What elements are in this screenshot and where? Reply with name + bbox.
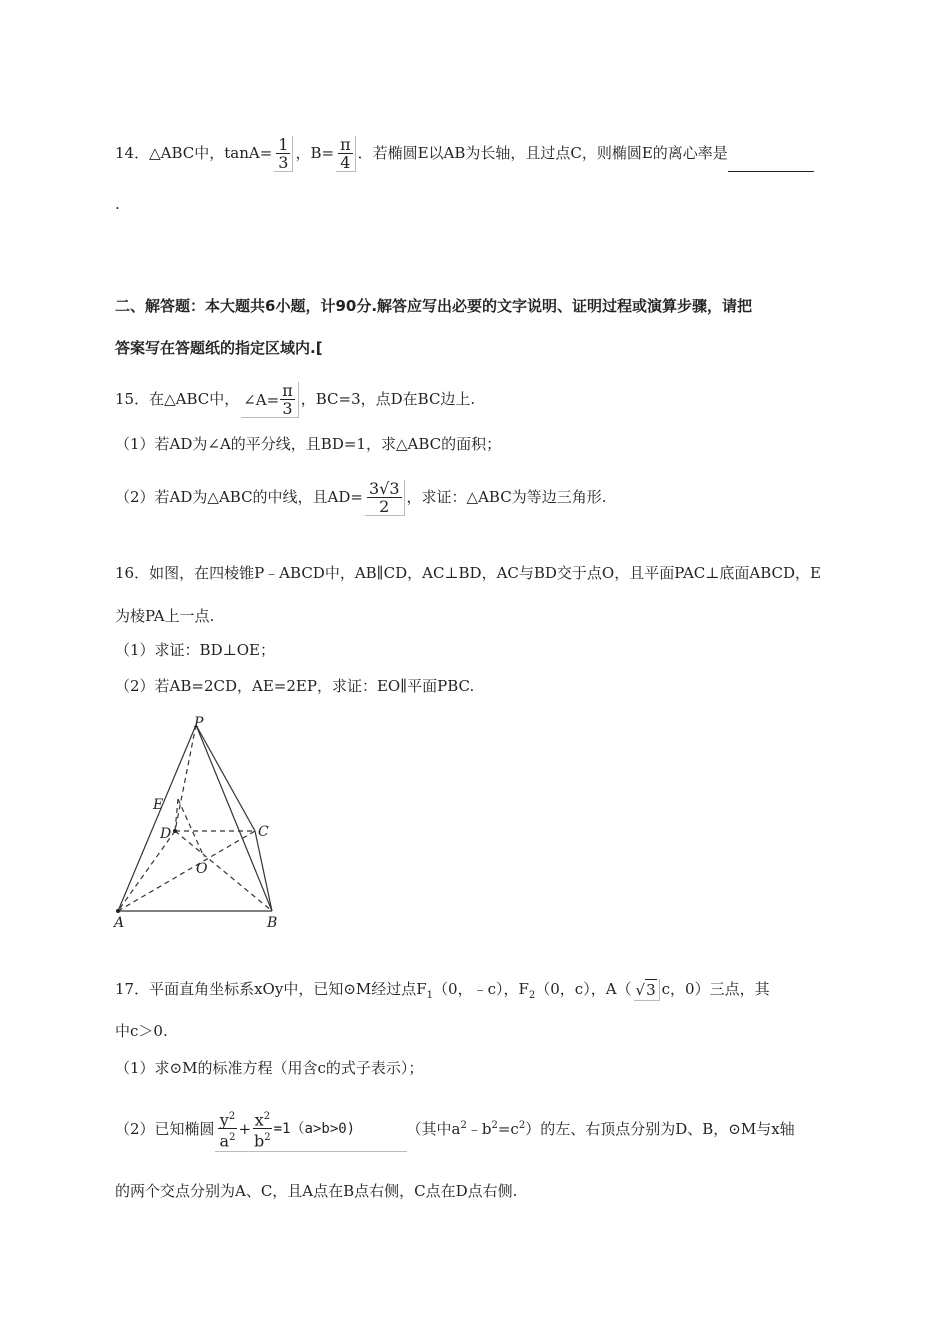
label-d: D [160,826,172,842]
q14-period: . [115,195,120,213]
answer-blank [728,155,814,172]
label-b: B [267,915,278,930]
angle-a-expr: ∠A= $\frac{\pi}{3}$ [241,382,299,418]
q16-part2: （2）若AB=2CD，AE=2EP，求证：EO∥平面PBC. [115,677,475,695]
q14-line: 14．△ABC中，tanA= $\frac{1}{3}$ ，B= $\frac{\pi}{4}$ ．若椭圆E以AB为长轴，且过点C，则椭圆E的离心率是 [115,136,814,172]
q16-part1: （1）求证：BD⊥OE； [115,641,275,659]
q16-line1: 16．如图，在四棱锥P﹣ABCD中，AB∥CD，AC⊥BD，AC与BD交于点O，且平面PAC⊥底面ABCD，E [115,564,821,582]
label-o: O [196,861,208,877]
q15-stem: 15．在△ABC中， ∠A= $\frac{\pi}{3}$ ，BC=3，点D在BC边上. [115,381,476,418]
q14-prefix: 14．△ABC中，tanA= [115,144,273,162]
section2-heading-line2: 答案写在答题纸的指定区域内.[ [115,339,323,357]
tan-fraction: $\frac{1}{3}$ [274,136,293,172]
sqrt3-expr: √ 3 [634,979,660,1001]
section2-heading-line1: 二、解答题：本大题共6小题，计90分.解答应写出必要的文字说明、证明过程或演算步骤，请把 [115,297,753,315]
q15-part1: （1）若AD为∠A的平分线，且BD=1，求△ABC的面积； [115,435,502,453]
label-p: P [194,715,204,731]
q16-line2: 为棱PA上一点. [115,607,215,625]
ad-fraction: $\frac{3√3}{2}$ [365,480,405,516]
ellipse-equation: $\frac{y^2}{a^2}$ + $\frac{x^2}{b^2}$ =1（a>b>0) [215,1108,407,1153]
q17-line1: 17．平面直角坐标系xOy中，已知⊙M经过点$F_1(0$，﹣c），$F_2(0$，c），A（ √ 3 c，0）三点，其 [115,980,770,1001]
q15-part2: （2）若AD为△ABC的中线，且AD= $\frac{3√3}{2}$ ，求证：△ABC为等边三角形. [115,479,607,516]
q17-part1: （1）求⊙M的标准方程（用含c的式子表示）； [115,1059,424,1077]
q17-part2: （2）已知椭圆 $\frac{y^2}{a^2}$ + $\frac{x^2}{b^2}$ =1（a>b>0) （其中$a^2﹣b^2=c^2$）的左、右顶点分别为D、B，⊙M与x轴 [115,1106,795,1152]
label-e: E [153,797,164,813]
label-c: C [258,824,269,840]
q14-suffix: ．若椭圆E以AB为长轴，且过点C，则椭圆E的离心率是 [357,144,728,162]
pyramid-figure [108,715,298,930]
q17-line2: 中c＞0. [115,1022,168,1040]
b-fraction: $\frac{\pi}{4}$ [336,136,356,172]
q17-line-last: 的两个交点分别为A、C，且A点在B点右侧，C点在D点右侧. [115,1182,518,1200]
label-a: A [114,915,125,930]
